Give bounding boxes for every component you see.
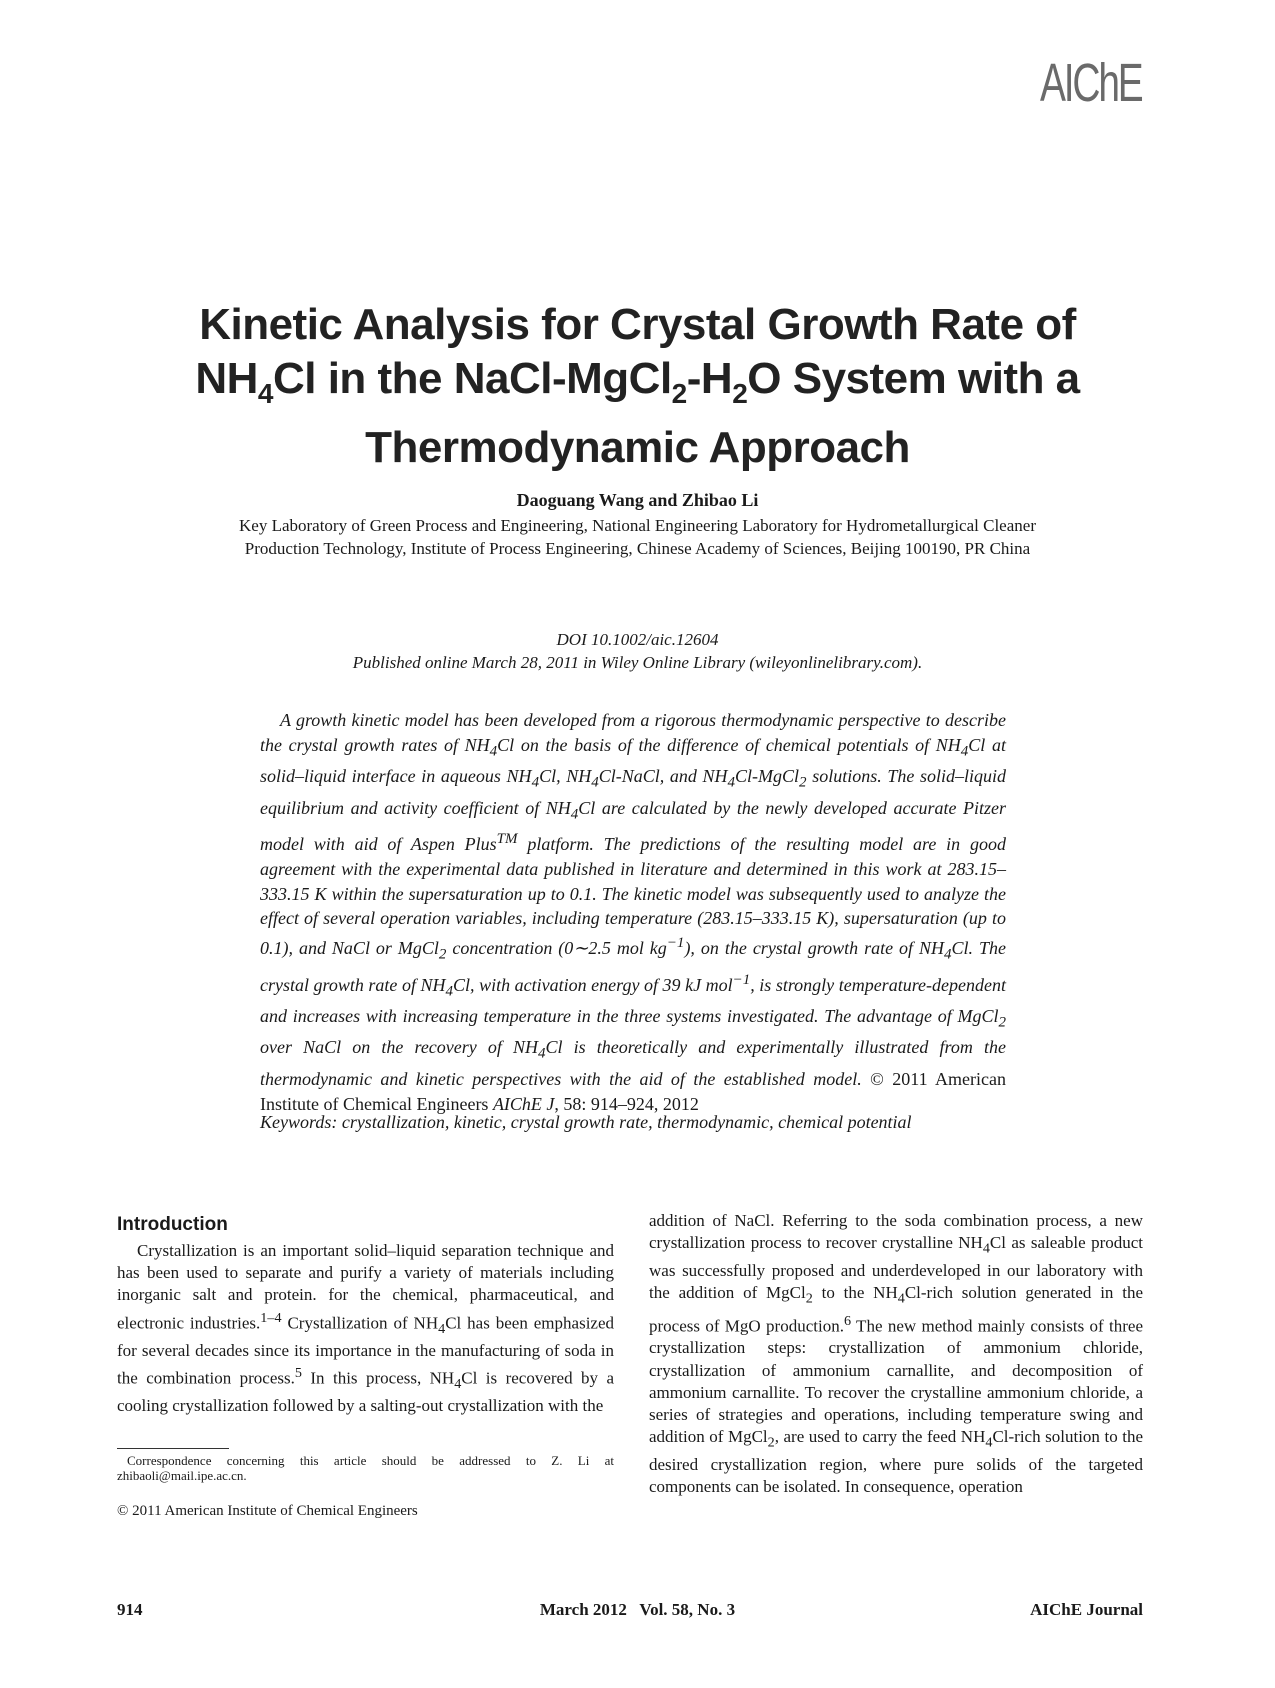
abstract-copyright: © 2011 American Institute of Chemical Engineers: [260, 1068, 1006, 1114]
title-line-3: Thermodynamic Approach: [365, 422, 910, 472]
abstract: A growth kinetic model has been developed from a rigorous thermodynamic perspective to describe the crystal growth rates of $NH_4Cl$ on the basis of the difference of chemical potentials of $NH_4Cl$ at solid–liquid interface in aqueous $NH_4Cl$, $NH_4Cl$-NaCl, and $NH_4Cl-MgCl_2$ solutions. The solid–liquid equilibrium and activity coefficient of $NH_4Cl$ are calculated by the newly developed accurate Pitzer model with aid of Aspen Plus™ platform. The predictions of the resulting model are in good agreement with the experimental data published in literature and determined in this work at 283.15–333.15 K within the supersaturation up to 0.1. The kinetic model was subsequently used to analyze the effect of several operation variables, including temperature (283.15–333.15 K), supersaturation (up to 0.1), and NaCl or MgCl$_2$ concentration (0∼2.5 mol $kg^{-1}$), on the crystal growth rate of $NH_4Cl$. The crystal growth rate of $NH_4Cl$, with activation energy of 39 kJ mol$^{-1}$, is strongly temperature-dependent and increases with increasing temperature in the three systems investigated. The advantage of MgCl$_2$ over NaCl on the recovery of $NH_4Cl$ is theoretically and experimentally illustrated from the thermodynamic and kinetic perspectives with the aid of the established model. © 2011 American Institute of Chemical Engineers AIChE J, 58: 914–924, 2012: [260, 710, 1007, 1114]
intro-column-1: Crystallization is an important solid–liquid separation technique and has been used to separate and purify a variety of materials including inorganic salt and protein. for the chemical, pharmaceutical, and electronic industries.$^{1-4}$ Crystallization of $NH_4Cl$ has been emphasized for several decades since its importance in the manufacturing of soda in the combination process.$^5$ In this process, $NH_4Cl$ is recovered by a cooling crystallization followed by a salting-out crystallization with the: [117, 1241, 615, 1416]
citation: , 58: 914–924, 2012: [554, 1093, 699, 1114]
article-title: [100, 298, 1175, 475]
authors: Daoguang Wang and Zhibao Li: [516, 490, 759, 510]
intro-column-2: addition of NaCl. Referring to the soda combination process, a new crystallization process to recover crystalline $NH_4Cl$ as saleable product was successfully proposed and underdeveloped in our laboratory with the addition of MgCl$_2$ to the $NH_4Cl$-rich solution generated in the process of MgO production.$^6$ The new method mainly consists of three crystallization steps: crystallization of ammonium chloride, crystallization of ammonium carnallite, and decomposition of ammonium carnallite. To recover the crystalline ammonium chloride, a series of strategies and operations, including temperature swing and addition of MgCl$_2$, are used to carry the feed $NH_4Cl$-rich solution to the desired crystallization region, where pure solids of the targeted components can be isolated. In consequence, operation: [649, 1211, 1143, 1497]
issue-info: March 2012 Vol. 58, No. 3: [539, 1600, 736, 1619]
copyright-notice: © 2011 American Institute of Chemical Engineers: [117, 1503, 418, 1519]
journal-name: AIChE Journal: [1030, 1600, 1143, 1619]
keywords: Keywords: crystallization, kinetic, crystal growth rate, thermodynamic, chemical potential: [260, 1112, 912, 1132]
doi: DOI 10.1002/aic.12604: [556, 630, 719, 649]
introduction-heading: Introduction: [117, 1214, 228, 1235]
title-line-1: Kinetic Analysis for Crystal Growth Rate of: [199, 300, 1076, 349]
aiche-logo: AIChE: [1040, 53, 1142, 113]
doi-block: [100, 628, 1175, 674]
page-number: 914: [117, 1600, 143, 1619]
title-line-2: $NH_4Cl$ in the NaCl-$MgCl_2-H_2O$ System with a: [195, 354, 1080, 409]
correspondence-footnote: Correspondence concerning this article should be addressed to Z. Li at zhibaoli@mail.ipe.ac.cn.: [117, 1453, 614, 1483]
published-online: Published online March 28, 2011 in Wiley Online Library (wileyonlinelibrary.com).: [352, 653, 923, 672]
affiliation: Key Laboratory of Green Process and Engineering, National Engineering Laboratory for Hydrometallurgical Cleaner Production Technology, Institute of Process Engineering, Chinese Academy of Sciences, Beijing 100190, PR China: [239, 516, 1036, 558]
footnote-rule: [117, 1448, 229, 1449]
journal-abbr: AIChE J: [492, 1093, 555, 1114]
